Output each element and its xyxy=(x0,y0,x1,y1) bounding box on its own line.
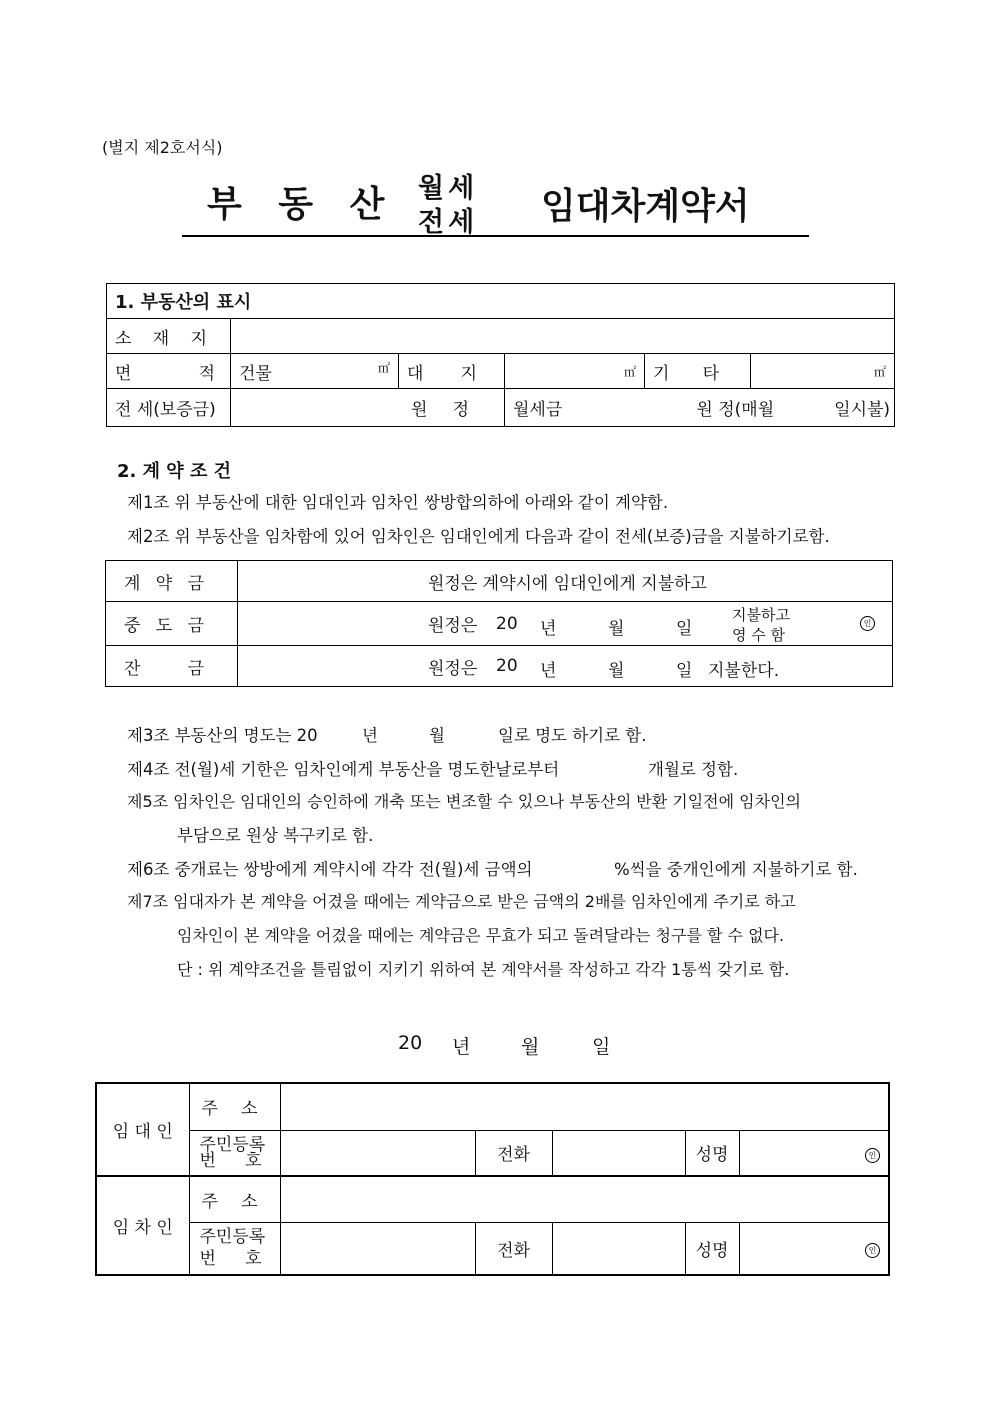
down-payment-text: 원정은 계약시에 임대인에게 지불하고 xyxy=(428,573,707,594)
seal-icon: 인 xyxy=(860,616,875,631)
lessee-name-label: 성명 xyxy=(685,1222,739,1275)
balance-pay: 지불한다. xyxy=(708,661,780,681)
lessee-id-field[interactable] xyxy=(280,1222,475,1275)
date-year-prefix: 20 xyxy=(398,1032,423,1054)
monthly-pay-label: 일시불) xyxy=(834,400,891,420)
date-year: 년 xyxy=(452,1036,471,1058)
article-2: 제2조 위 부동산을 임차함에 있어 임차인은 임대인에게 다음과 같이 전세(보증)금을 지불하기로함. xyxy=(127,527,830,546)
title-right: 임대차계약서 xyxy=(541,186,750,227)
balance-year: 년 xyxy=(540,661,557,681)
lessor-name-field[interactable] xyxy=(739,1130,889,1176)
mid-month: 월 xyxy=(608,619,625,639)
land-label-cell: 대 지 xyxy=(399,354,505,389)
mid-payment-label: 중 도 금 xyxy=(106,602,238,646)
property-heading: 1. 부동산의 표시 xyxy=(107,284,895,319)
title-underline xyxy=(182,235,809,237)
lessee-address-field[interactable] xyxy=(280,1176,889,1222)
monthly-won-label: 원 정(매월 xyxy=(696,400,775,420)
down-payment-label: 계 약 금 xyxy=(106,561,238,602)
building-label: 건물 xyxy=(239,363,272,384)
note: 단 : 위 계약조건을 틀림없이 지키기 위하여 본 계약서를 작성하고 각각 1통씩 갖기로 함. xyxy=(177,960,790,979)
lessee-id-label: 주민등록 번 호 xyxy=(189,1222,280,1275)
mid-pay: 지불하고 xyxy=(732,606,790,624)
article-5a: 제5조 임차인은 임대인의 승인하에 개축 또는 변조할 수 있으나 부동산의 반환 기일전에 임차인의 xyxy=(127,792,801,811)
article-3a: 제3조 부동산의 명도는 20 xyxy=(127,726,318,745)
lessor-phone-field[interactable] xyxy=(552,1130,685,1176)
article-6b: %씩을 중개인에게 지불하기로 함. xyxy=(614,860,858,879)
lessor-id-label-top: 주민등록 xyxy=(199,1134,266,1155)
balance-month: 월 xyxy=(608,661,625,681)
seal-icon: 인 xyxy=(865,1243,880,1258)
down-payment-field[interactable] xyxy=(238,561,893,602)
deposit-label: 전 세(보증금) xyxy=(107,389,231,427)
title-left: 부 동 산 xyxy=(207,184,397,225)
mid-year-prefix: 20 xyxy=(496,614,518,634)
lessee-label: 임 차 인 xyxy=(96,1176,189,1275)
article-3c: 월 xyxy=(429,726,445,745)
lessor-name-label: 성명 xyxy=(685,1130,739,1176)
lessee-name-field[interactable] xyxy=(739,1222,889,1275)
balance-label: 잔 금 xyxy=(106,646,238,687)
terms-heading: 2. 계 약 조 건 xyxy=(117,461,231,482)
mid-year: 년 xyxy=(540,619,557,639)
other-area-field[interactable] xyxy=(751,354,895,389)
article-3d: 일로 명도 하기로 함. xyxy=(498,726,647,745)
article-5b: 부담으로 원상 복구키로 함. xyxy=(177,826,374,845)
title-top: 월세 xyxy=(418,173,479,204)
lessor-address-field[interactable] xyxy=(280,1083,889,1130)
article-4a: 제4조 전(월)세 기한은 임차인에게 부동산을 명도한날로부터 xyxy=(127,760,560,779)
article-1: 제1조 위 부동산에 대한 임대인과 임차인 쌍방합의하에 아래와 같이 계약함. xyxy=(127,493,669,512)
lessor-address-label-cell: 주 소 xyxy=(189,1083,280,1130)
lessee-phone-field[interactable] xyxy=(552,1222,685,1275)
lessor-id-label: 주민등록 번 호 xyxy=(189,1130,280,1176)
parties-table xyxy=(95,1082,890,1276)
building-area-field[interactable] xyxy=(231,354,399,389)
mid-day: 일 xyxy=(676,619,693,639)
other-label-cell: 기 타 xyxy=(645,354,751,389)
balance-won: 원정은 xyxy=(428,658,478,679)
balance-year-prefix: 20 xyxy=(496,656,518,676)
monthly-label: 월세금 xyxy=(513,400,563,420)
seal-icon: 인 xyxy=(865,1148,880,1163)
balance-day: 일 xyxy=(676,661,693,681)
article-3b: 년 xyxy=(362,726,378,745)
unit-label: ㎡ xyxy=(874,365,887,379)
mid-receipt: 영 수 함 xyxy=(732,626,786,644)
title-bottom: 전세 xyxy=(418,207,479,238)
article-6a: 제6조 중개료는 쌍방에게 계약시에 각각 전(월)세 금액의 xyxy=(127,860,533,879)
deposit-field[interactable]: 원 정 xyxy=(231,389,505,427)
property-table xyxy=(106,283,895,427)
lessor-id-field[interactable] xyxy=(280,1130,475,1176)
unit-label: ㎡ xyxy=(623,365,636,379)
lessee-id-label-top: 주민등록 xyxy=(199,1227,266,1248)
article-7b: 임차인이 본 계약을 어겼을 때에는 계약금은 무효가 되고 돌려달라는 청구를 할 수 없다. xyxy=(177,926,785,945)
lessor-phone-label: 전화 xyxy=(475,1130,552,1176)
area-label-cell: 면 적 xyxy=(107,354,231,389)
date-day: 일 xyxy=(592,1036,611,1058)
mid-payment-field[interactable] xyxy=(238,602,893,646)
balance-field[interactable] xyxy=(238,646,893,687)
article-4b: 개월로 정함. xyxy=(648,760,739,779)
date-month: 월 xyxy=(521,1036,540,1058)
land-area-field[interactable] xyxy=(505,354,645,389)
lessee-phone-label: 전화 xyxy=(475,1222,552,1275)
monthly-rent-field[interactable] xyxy=(505,389,895,427)
location-field[interactable] xyxy=(231,319,895,354)
article-7a: 제7조 임대자가 본 계약을 어겼을 때에는 계약금으로 받은 금액의 2배를 임차인에게 주기로 하고 xyxy=(127,892,796,911)
unit-label: ㎡ xyxy=(377,360,390,375)
form-number: (별지 제2호서식) xyxy=(102,138,223,157)
mid-won: 원정은 xyxy=(428,616,478,636)
location-label-cell: 소 재 지 xyxy=(107,319,231,354)
payment-table xyxy=(105,560,893,687)
lessor-label: 임 대 인 xyxy=(96,1083,189,1176)
lessee-address-label-cell: 주 소 xyxy=(189,1176,280,1222)
